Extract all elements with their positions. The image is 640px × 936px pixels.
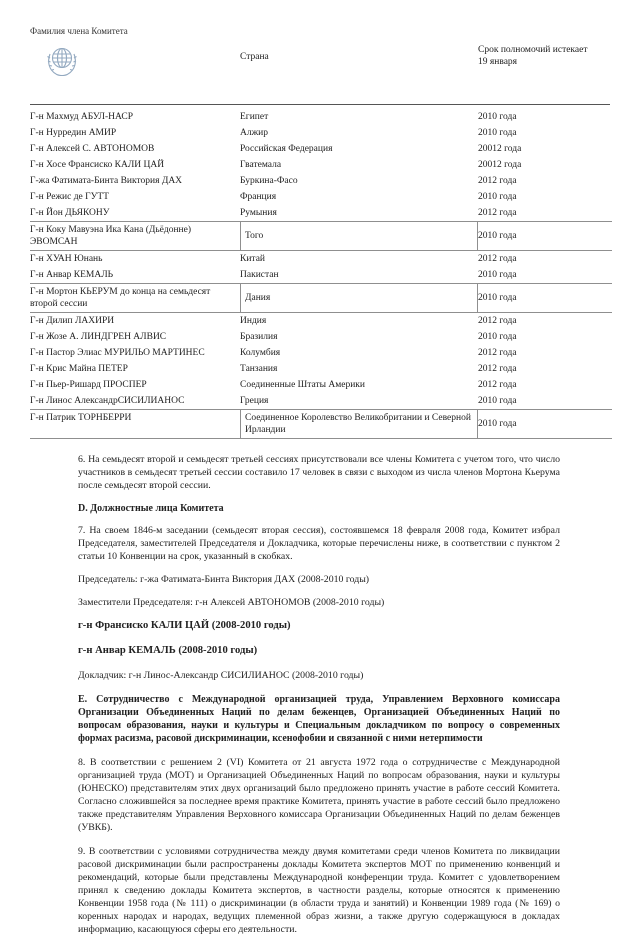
cell-country: Буркина-Фасо — [240, 176, 298, 186]
cell-term: 2012 года — [478, 208, 517, 218]
cell-member-name: Г-н Пастор Элиас МУРИЛЬО МАРТИНЕС — [30, 348, 205, 358]
cell-country: Китай — [240, 254, 265, 264]
cell-member-name: Г-н Жозе А. ЛИНДГРЕН АЛВИС — [30, 332, 167, 342]
cell-country: Танзания — [240, 364, 278, 374]
document-body — [78, 453, 560, 936]
cell-term: 2010 года — [478, 419, 517, 429]
cell-member-name: Г-н Режис де ГУТТ — [30, 192, 109, 202]
cell-term: 2010 года — [478, 128, 517, 138]
un-emblem-icon — [42, 42, 82, 84]
cell-country: Алжир — [240, 128, 268, 138]
cell-country: Колумбия — [240, 348, 281, 358]
rapporteur-line: Докладчик: г-н Линос-Александр СИСИЛИАНОС (2008-2010 годы) — [78, 670, 364, 681]
table-row — [30, 329, 612, 345]
cell-country: Франция — [240, 192, 277, 202]
cell-term: 2010 года — [478, 192, 517, 202]
table-row — [30, 141, 612, 157]
header-divider — [30, 104, 610, 105]
cell-term: 2012 года — [478, 348, 517, 358]
table-row — [30, 361, 612, 377]
cell-member-name: Г-н Линос АлександрСИСИЛИАНОС — [30, 396, 185, 406]
cell-country: Египет — [240, 112, 269, 122]
column-header-term: Срок полномочий истекает 19 января — [478, 45, 588, 67]
vice-chair-bold-2: г-н Анвар КЕМАЛЬ (2008-2010 годы) — [78, 645, 258, 656]
cell-term: 2012 года — [478, 364, 517, 374]
table-row — [30, 313, 612, 329]
cell-member-name: Г-н Хосе Франсиско КАЛИ ЦАЙ — [30, 160, 165, 170]
cell-member-name: Г-н Анвар КЕМАЛЬ — [30, 270, 114, 280]
table-row — [30, 377, 612, 393]
cell-country: Гватемала — [240, 160, 282, 170]
cell-term: 20012 года — [478, 144, 522, 154]
cell-country: Индия — [240, 316, 267, 326]
cell-member-name: Г-н Дилип ЛАХИРИ — [30, 316, 115, 326]
cell-member-name: Г-н Йон ДЬЯКОНУ — [30, 208, 110, 218]
cell-country: Румыния — [240, 208, 277, 218]
table-row — [30, 221, 612, 251]
table-row — [30, 251, 612, 267]
cell-term: 2010 года — [478, 332, 517, 342]
table-row — [30, 173, 612, 189]
table-row — [30, 283, 612, 313]
cell-term: 20012 года — [478, 160, 522, 170]
table-row — [30, 157, 612, 173]
vice-chair-bold-1: г-н Франсиско КАЛИ ЦАЙ (2008-2010 годы) — [78, 620, 291, 631]
cell-term: 2012 года — [478, 316, 517, 326]
paragraph-6: 6. На семьдесят второй и семьдесят третьей сессиях присутствовали все члены Комитета с учетом того, что число участников в семьдесят третьей сессии составило 17 человек в связи с выходом из числа членов Мортона Кьерума после семьдесят второй сессии. — [78, 454, 560, 491]
cell-term: 2012 года — [478, 380, 517, 390]
table-row — [30, 267, 612, 283]
paragraph-9: 9. В соответствии с условиями сотрудничества между двумя комитетами среди членов Комитета по ликвидации расовой дискриминации были распространены доклады Комитета экспертов МОТ по применению конвенций и рекомендаций, которые были представлены Международной конференции труда. Комитет с удовлетворением принял к сведению доклады Комитета экспертов, в частности разделы, которые относятся к применению Конвенции 1958 года (№ 111) о дискриминации (в области труда и занятий) и Конвенции 1989 года (№ 169) о коренных народах и народах, ведущих племенной образ жизни, а также другую содержащуюся в докладах информацию, касающуюся сферы его деятельности. — [78, 846, 560, 935]
table-row — [30, 409, 612, 439]
cell-country: Дания — [240, 284, 478, 312]
table-row — [30, 345, 612, 361]
cell-member-name: Г-н Патрик ТОРНБЕРРИ — [30, 413, 132, 423]
chair-line: Председатель: г-жа Фатимата-Бинта Виктория ДАХ (2008-2010 годы) — [78, 574, 370, 585]
cell-country: Греция — [240, 396, 269, 406]
cell-member-name: Г-н Махмуд АБУЛ-НАСР — [30, 112, 134, 122]
cell-term: 2012 года — [478, 176, 517, 186]
cell-member-name: Г-н Алексей С. АВТОНОМОВ — [30, 144, 155, 154]
cell-member-name: Г-н Пьер-Ришард ПРОСПЕР — [30, 380, 147, 390]
cell-country: Соединенное Королевство Великобритании и Северной Ирландии — [240, 410, 478, 438]
table-row — [30, 109, 612, 125]
cell-member-name: Г-н Крис Майна ПЕТЕР — [30, 364, 128, 374]
cell-country: Пакистан — [240, 270, 279, 280]
cell-member-name: Г-жа Фатимата-Бинта Виктория ДАХ — [30, 176, 183, 186]
cell-member-name: Г-н ХУАН Юнань — [30, 254, 103, 264]
vice-chair-line: Заместители Председателя: г-н Алексей АВТОНОМОВ (2008-2010 годы) — [78, 597, 385, 608]
table-row — [30, 189, 612, 205]
cell-term: 2010 года — [478, 293, 517, 303]
cell-term: 2012 года — [478, 254, 517, 264]
cell-term: 2010 года — [478, 396, 517, 406]
cell-term: 2010 года — [478, 270, 517, 280]
cell-term: 2010 года — [478, 231, 517, 241]
table-header — [30, 40, 610, 104]
table-row — [30, 205, 612, 221]
page-title: Фамилия члена Комитета — [30, 26, 128, 36]
cell-country: Соединенные Штаты Америки — [240, 380, 366, 390]
cell-member-name: Г-н Мортон КЬЕРУМ до конца на семьдесят второй сессии — [30, 287, 211, 309]
table-row — [30, 393, 612, 409]
table-row — [30, 125, 612, 141]
members-table-body — [30, 109, 612, 439]
cell-member-name: Г-н Нурредин АМИР — [30, 128, 117, 138]
cell-country: Того — [240, 222, 478, 250]
section-heading-d: D. Должностные лица Комитета — [78, 503, 224, 514]
cell-country: Российская Федерация — [240, 144, 333, 154]
cell-member-name: Г-н Коку Мавуэна Ика Кана (Дьёдонне) ЭВОМСАН — [30, 225, 192, 247]
cell-term: 2010 года — [478, 112, 517, 122]
paragraph-8: 8. В соответствии с решением 2 (VI) Комитета от 21 августа 1972 года о сотрудничестве с Международной организацией труда (МОТ) и Организацией Объединенных Наций по вопросам образования, науки и культуры (ЮНЕСКО) представителям этих двух организаций было предложено принять участие в работе сессий Комитета. Согласно сложившейся за последнее время практике Комитета, принять участие в работе сессий было предложено также представителям Управления Верховного комиссара Организации Объединенных Наций по делам беженцев (УВКБ). — [78, 757, 560, 833]
column-header-country: Страна — [240, 52, 269, 62]
cell-country: Бразилия — [240, 332, 278, 342]
section-heading-e: E. Сотрудничество с Международной организацией труда, Управлением Верховного комиссара Организации Объединенных Наций по делам беженцев, Организацией Объединенных Наций по вопросам образования, науки и культуры и Специальным докладчиком по вопросу о современных формах расизма, расовой дискриминации, ксенофобии и связанной с ними нетерпимости — [78, 694, 560, 744]
paragraph-7: 7. На своем 1846-м заседании (семьдесят вторая сессия), состоявшемся 18 февраля 2008 года, Комитет избрал Председателя, заместителей Председателя и Докладчика, которые перечислены ниже, в соответствии с пунктом 2 статьи 10 Конвенции на срок, указанный в скобках. — [78, 525, 560, 562]
